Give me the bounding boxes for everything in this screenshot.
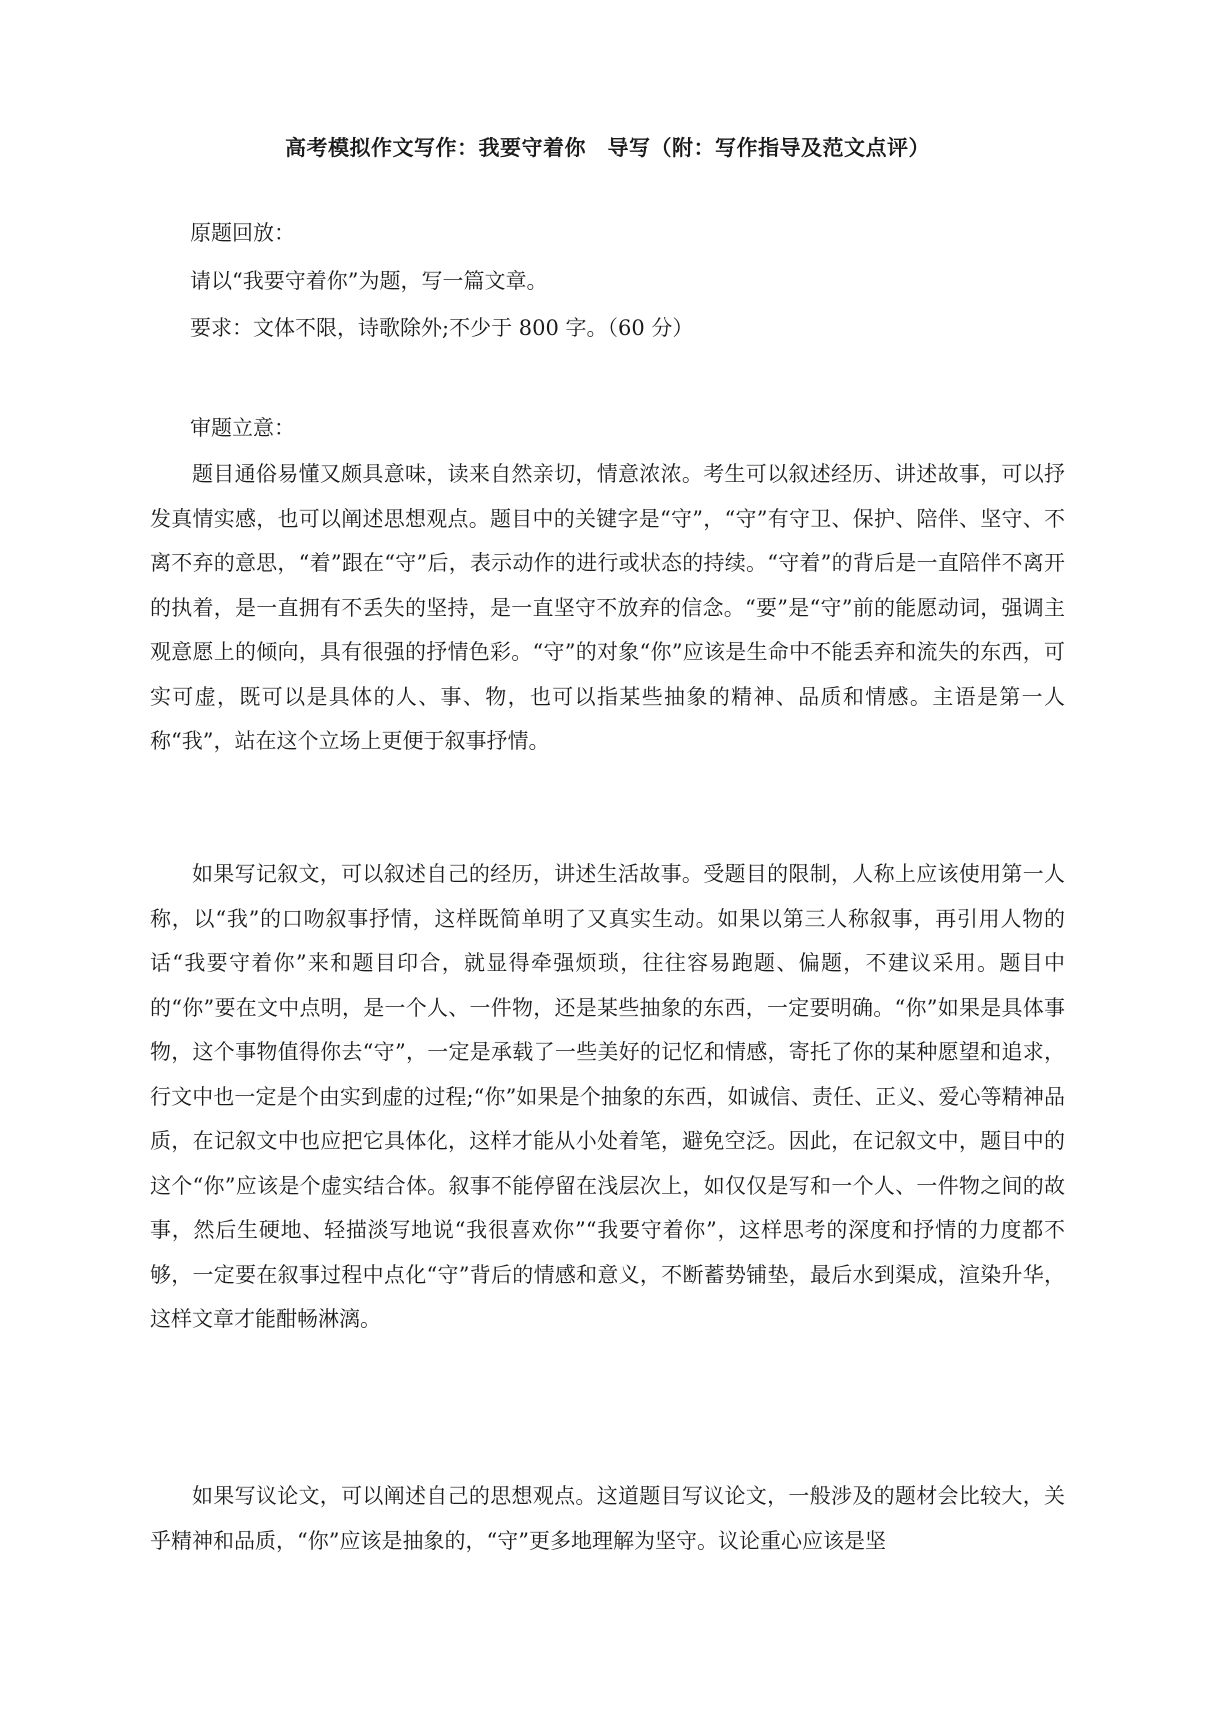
narrative-paragraph: 如果写记叙文，可以叙述自己的经历，讲述生活故事。受题目的限制，人称上应该使用第一人称，以“我”的口吻叙事抒情，这样既简单明了又真实生动。如果以第三人称叙事，再引用人物的话“我要守着你”来和题目印合，就显得牵强烦琐，往往容易跑题、偏题，不建议采用。题目中的“你”要在文中点明，是一个人、一件物，还是某些抽象的东西，一定要明确。“你”如果是具体事物，这个事物值得你去“守”，一定是承载了一些美好的记忆和情感，寄托了你的某种愿望和追求，行文中也一定是个由实到虚的过程;“你”如果是个抽象的东西，如诚信、责任、正义、爱心等精神品质，在记叙文中也应把它具体化，这样才能从小处着笔，避免空泛。因此，在记叙文中，题目中的这个“你”应该是个虚实结合体。叙事不能停留在浅层次上，如仅仅是写和一个人、一件物之间的故事，然后生硬地、轻描淡写地说“我很喜欢你”“我要守着你”，这样思考的深度和抒情的力度都不够，一定要在叙事过程中点化“守”背后的情感和意义，不断蓄势铺垫，最后水到渠成，渲染升华，这样文章才能酣畅淋漓。 <box>150 862 1065 1331</box>
section-heading-analysis: 审题立意： <box>190 416 295 440</box>
essay-requirement: 要求：文体不限，诗歌除外;不少于 800 字。（60 分） <box>190 316 694 340</box>
document-title: 高考模拟作文写作：我要守着你 导写（附：写作指导及范文点评） <box>285 135 930 160</box>
argumentative-paragraph: 如果写议论文，可以阐述自己的思想观点。这道题目写议论文，一般涉及的题材会比较大，关乎精神和品质，“你”应该是抽象的，“守”更多地理解为坚守。议论重心应该是坚 <box>150 1484 1065 1553</box>
section-heading-original-question: 原题回放： <box>190 221 295 245</box>
analysis-paragraph: 题目通俗易懂又颇具意味，读来自然亲切，情意浓浓。考生可以叙述经历、讲述故事，可以抒发真情实感，也可以阐述思想观点。题目中的关键字是“守”，“守”有守卫、保护、陪伴、坚守、不离不弃的意思，“着”跟在“守”后，表示动作的进行或状态的持续。“守着”的背后是一直陪伴不离开的执着，是一直拥有不丢失的坚持，是一直坚守不放弃的信念。“要”是“守”前的能愿动词，强调主观意愿上的倾向，具有很强的抒情色彩。“守”的对象“你”应该是生命中不能丢弃和流失的东西，可实可虚，既可以是具体的人、事、物，也可以指某些抽象的精神、品质和情感。主语是第一人称“我”，站在这个立场上更便于叙事抒情。 <box>150 462 1065 753</box>
essay-prompt: 请以“我要守着你”为题，写一篇文章。 <box>190 269 548 293</box>
